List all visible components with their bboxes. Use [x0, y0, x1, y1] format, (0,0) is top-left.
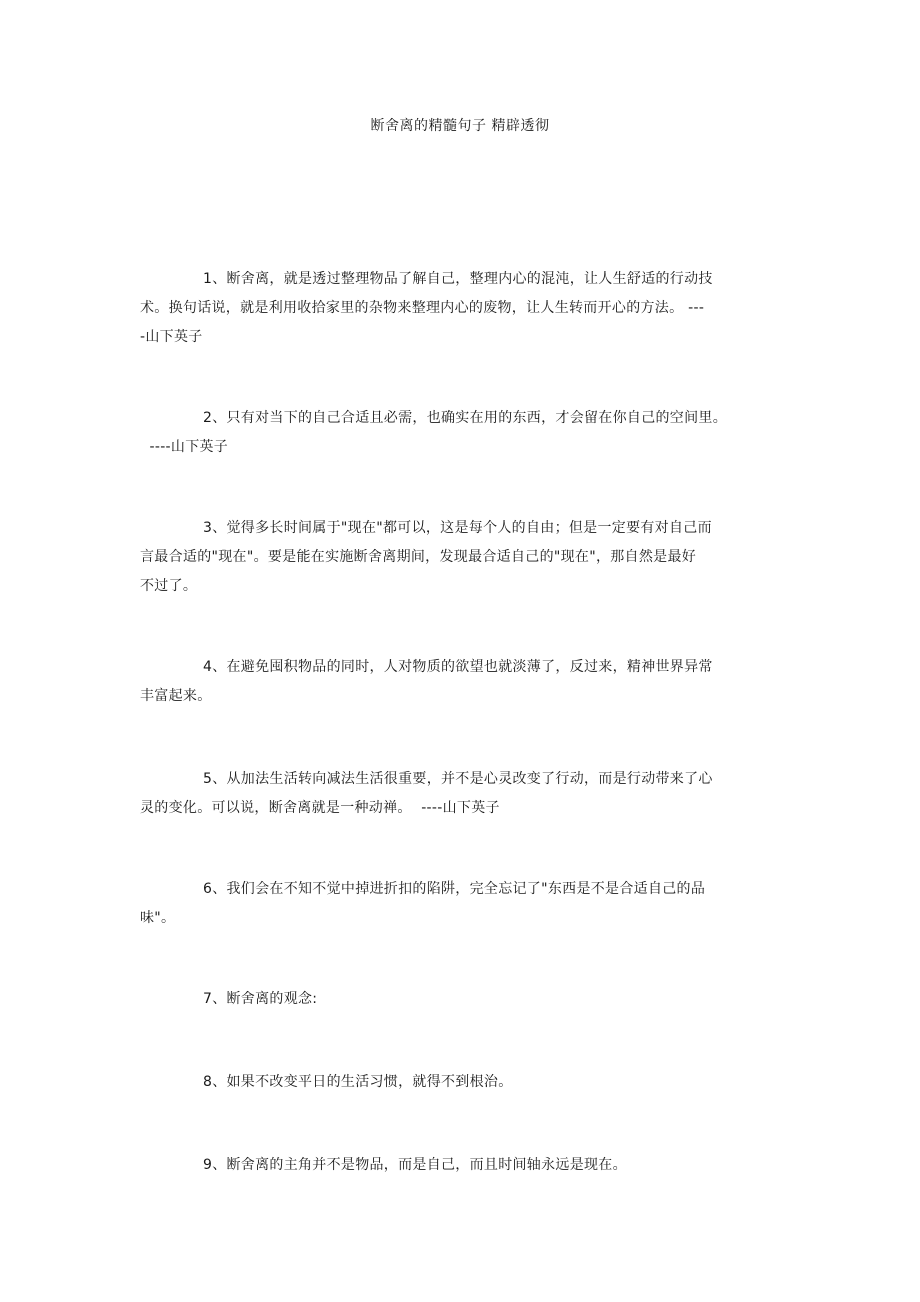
paragraph-7 [140, 985, 790, 1014]
paragraph-3 [140, 514, 790, 601]
paragraph-line: 言最合适的"现在"。要是能在实施断舍离期间，发现最合适自己的"现在"，那自然是最好 [140, 549, 697, 565]
paragraph-line: 术。换句话说，就是利用收拾家里的杂物来整理内心的废物，让人生转而开心的方法。 --- [140, 300, 705, 316]
paragraph-line: 8、如果不改变平日的生活习惯，就得不到根治。 [203, 1074, 513, 1090]
paragraph-5 [140, 765, 790, 823]
paragraph-9 [140, 1151, 790, 1180]
paragraph-6 [140, 875, 790, 933]
paragraph-line: 1、断舍离，就是透过整理物品了解自己，整理内心的混沌，让人生舒适的行动技 [203, 271, 713, 287]
paragraph-line: 5、从加法生活转向减法生活很重要，并不是心灵改变了行动，而是行动带来了心 [203, 771, 713, 787]
paragraph-line: 味"。 [140, 910, 176, 926]
paragraph-line: 2、只有对当下的自己合适且必需，也确实在用的东西，才会留在你自己的空间里。 [203, 410, 728, 426]
paragraph-line: ----山下英子 [140, 439, 229, 455]
paragraph-1 [140, 265, 790, 352]
paragraph-line: 不过了。 [140, 578, 198, 594]
paragraph-8 [140, 1068, 790, 1097]
paragraph-2 [140, 404, 790, 462]
paragraph-line: 7、断舍离的观念: [203, 991, 318, 1007]
document-title: 断舍离的精髓句子 精辟透彻 [370, 118, 550, 134]
paragraph-line: 4、在避免囤积物品的同时，人对物质的欲望也就淡薄了，反过来，精神世界异常 [203, 659, 713, 675]
paragraph-4 [140, 653, 790, 711]
paragraph-line: 丰富起来。 [140, 688, 212, 704]
paragraph-line: -山下英子 [140, 329, 203, 345]
paragraph-line: 9、断舍离的主角并不是物品，而是自己，而且时间轴永远是现在。 [203, 1157, 627, 1173]
paragraph-line: 6、我们会在不知不觉中掉进折扣的陷阱，完全忘记了"东西是不是合适自己的品 [203, 881, 706, 897]
paragraph-line: 3、觉得多长时间属于"现在"都可以，这是每个人的自由；但是一定要有对自己而 [203, 520, 712, 536]
paragraph-line: 灵的变化。可以说，断舍离就是一种动禅。 ----山下英子 [140, 800, 500, 816]
